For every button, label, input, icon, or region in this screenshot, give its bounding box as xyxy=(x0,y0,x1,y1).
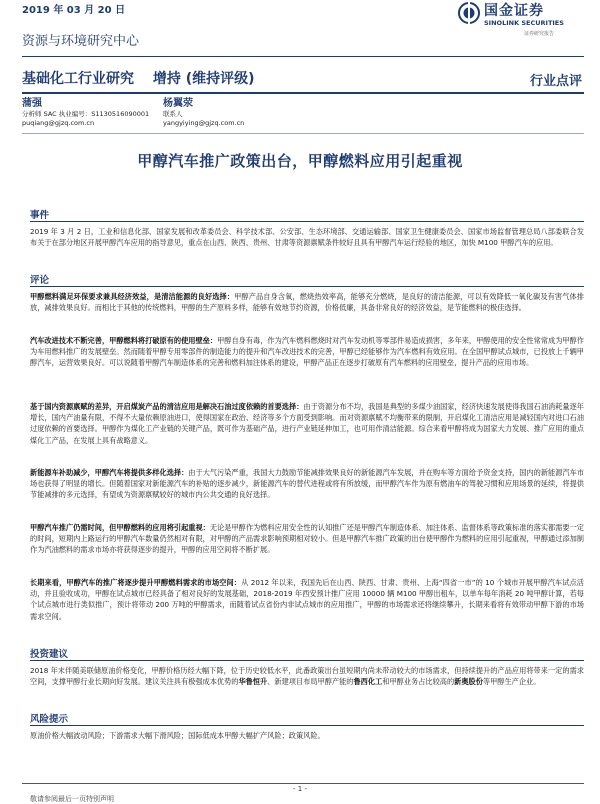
advice-paragraph xyxy=(30,665,584,687)
paragraph-lead: 基于国内资源禀赋的差异，开启煤炭产品的清洁应用是解决石油过度依赖的首要选择： xyxy=(30,402,304,411)
comment-paragraph xyxy=(30,401,584,446)
paragraph-body: 由于大气污染严重，我国大力鼓励节能减排效果良好的新能源汽车发展，并在购车等方面给予资金支持，国内的新能源汽车市场也获得了明显的增长。但随着国家对新能源汽车的补贴的逐步减少，新能源汽车的替代进程或将有所放缓，而甲醇汽车作为原有燃油车的驾驶习惯和应用场景的延续，将提供节能减排的多元选择，有望成为资源禀赋较好的城市内公共交通的良好选择。 xyxy=(30,468,584,500)
event-paragraph: 2019 年 3 月 2 日，工业和信息化部、国家发展和改革委员会、科学技术部、公安部、生态环境部、交通运输部、国家卫生健康委员会、国家市场监督管理总局八部委联合发布关于在部分地区开展甲醇汽车应用的指导意见，重点在山西、陕西、贵州、甘肃等资源禀赋条件较好且具有甲醇汽车运行经验的地区，加快 M100 甲醇汽车的应用。 xyxy=(30,227,584,248)
paragraph-lead: 新能源车补助减少，甲醇汽车将提供多样化选择： xyxy=(30,468,189,477)
author-credential: 分析师 SAC 执业编号：S1130516090001 xyxy=(22,110,150,118)
rating-label: 增持 (维持评级) xyxy=(152,71,255,87)
author-role: 联系人 xyxy=(163,110,183,118)
document-title: 甲醇汽车推广政策出台，甲醇燃料应用引起重视 xyxy=(137,152,463,170)
section-divider xyxy=(30,286,584,287)
author-email[interactable]: yangyiying@gjzq.com.cn xyxy=(163,119,245,127)
report-date: 2019 年 03 月 20 日 xyxy=(22,5,126,16)
logo-text-cn: 国金证券 xyxy=(484,3,544,19)
department-name: 资源与环境研究中心 xyxy=(22,34,140,49)
paragraph-body: 甲醇自身有毒，作为汽车燃料燃烧时对汽车发动机等零部件易造成损害，多年来，甲醇使用的安全性常常成为甲醇作为车用燃料推广的发展壁垒。然而随着甲醇专用零部件的制造能力的提升和汽车改进技术的完善，甲醇已经能够作为汽车燃料有效应用。在全国甲醇试点城市，已投放上千辆甲醇汽车，运营效果良好。可以说随着甲醇汽车制造体系的完善和燃料加注体系的建设，甲醇产品正在逐步打破原有汽车燃料的应用壁垒，提升产品的应用市场。 xyxy=(30,336,584,368)
logo-mark-icon xyxy=(458,2,480,24)
footer-disclaimer: 敬请参阅最后一页特别声明 xyxy=(30,795,114,803)
company-name-highlight: 鲁西化工 xyxy=(353,677,383,687)
paragraph-body: 从 2012 年以来，我国先后在山西、陕西、甘肃、贵州、上海“四省一市”的 10 个城市开展甲醇汽车试点活动，并且验收成功，甲醇在试点城市已经具备了相对良好的发展基础，2018-2019 年西安预计推广应用 10000 辆 M100 甲醇出租车，以单车每年消耗 20 吨甲醇计算，若每个试点城市进行类似推广，预计将带动 200 万吨的甲醇需求，而随着试点省份内非试点城市的应用推广，甲醇的市场需求还将继续攀升，长期来看将有效带动甲醇下游的市场需求空间。 xyxy=(30,578,584,621)
section-divider xyxy=(30,725,584,726)
section-divider xyxy=(30,660,584,661)
section-heading-comment: 评论 xyxy=(30,275,50,286)
author-email[interactable]: puqiang@gjzq.com.cn xyxy=(22,119,95,127)
footer-divider xyxy=(22,783,584,784)
header-bar xyxy=(22,92,584,94)
company-name-highlight: 华鲁恒升 xyxy=(238,677,268,687)
advice-text: 和甲醇业务占比较高的 xyxy=(382,677,455,687)
paragraph-body: 由于资源分布不均，我国是典型的多煤少油国家，经济快速发展使得我国石油消耗量逐年增长，国内产油量有限，不得不大量依赖原油进口，使得国家在政治、经济等多个方面受到影响。而对资源禀赋不均衡带来的限制，开启煤化工清洁应用是减轻国内对进口石油过度依赖的首要选择。甲醇作为煤化工产业链的关键产品，既可作为基础产品，进行产业链延伸加工，也可用作清洁能源。综合来看甲醇将成为国家大力发展、推广应用的重点煤化工产品，在发展上具有战略意义。 xyxy=(30,402,584,445)
paragraph-lead: 汽车改进技术不断完善，甲醇燃料将打破原有的使用壁垒： xyxy=(30,336,218,345)
risk-paragraph: 原油价格大幅波动风险；下游需求大幅下滑风险；国际低成本甲醇大幅扩产风险；政策风险。 xyxy=(30,731,325,740)
section-heading-event: 事件 xyxy=(30,210,50,221)
author-block xyxy=(22,97,149,128)
header-divider xyxy=(22,56,584,57)
paragraph-body: 无论是甲醇作为燃料应用安全性的认知推广还是甲醇汽车制造体系、加注体系、监督体系等政策标准的落实都需要一定的时间，短期内上路运行的甲醇汽车数量仍然相对有限，对甲醇的产品需求影响预期相对较小。但是甲醇汽车推广政策的出台使甲醇作为燃料的应用引起重视，甲醇通过添加制作为汽油燃料的需求市场亦将获得逐步的提升，甲醇的应用空间将不断扩展。 xyxy=(30,523,584,555)
comment-paragraph xyxy=(30,291,584,313)
section-heading-risk: 风险提示 xyxy=(30,714,69,725)
paragraph-lead: 甲醇汽车推广仍需时间，但甲醇燃料的应用将引起重视： xyxy=(30,523,210,532)
section-heading-advice: 投资建议 xyxy=(30,649,69,660)
comment-paragraph xyxy=(30,335,584,369)
advice-text: 等甲醇生产企业。 xyxy=(482,677,541,687)
logo-text-en: SINOLINK SECURITIES xyxy=(484,19,564,27)
section-divider xyxy=(30,221,584,222)
comment-paragraph xyxy=(30,522,584,556)
advice-text: 2018 年末伴随美联储原油价格变化，甲醇价格历经大幅下降，位于历史较低水平，此番政策出台虽短期内尚未带动较大的市场需求，但持续提升的产品应用将带来一定的需求空间，支撑甲醇行业长期向好发展。建议关注具有极强成本优势的 xyxy=(30,666,584,687)
comment-paragraph xyxy=(30,467,584,501)
report-type: 行业点评 xyxy=(529,74,582,89)
page-number: - 1 - xyxy=(293,785,307,793)
author-divider xyxy=(22,133,584,134)
paragraph-body: 甲醇产品自身含氧，燃烧热效率高，能够充分燃烧，是良好的清洁能源，可以有效降低一氧化碳及有害气体排放，减排效果良好。而相比于其他的传统燃料，甲醇的生产原料多样，能够有效地节约资源，价格低廉，具备非常良好的经济效益，是节能燃料的极佳选择。 xyxy=(30,292,584,313)
advice-text: 、新建项目布局甲醇产能的 xyxy=(267,677,354,687)
company-name-highlight: 新奥股份 xyxy=(454,677,483,687)
company-logo xyxy=(458,0,588,44)
report-category: 基础化工行业研究 xyxy=(22,71,134,87)
logo-subtitle: 证券研究报告 xyxy=(524,31,555,37)
comment-paragraph xyxy=(30,577,584,622)
author-name: 蒲强 xyxy=(22,98,42,109)
author-name: 杨翼荥 xyxy=(163,98,193,109)
paragraph-lead: 甲醇燃料满足环保要求兼具经济效益，是清洁能源的良好选择： xyxy=(30,292,235,301)
paragraph-lead: 长期来看，甲醇汽车的推广将逐步提升甲醇燃料需求的市场空间： xyxy=(30,578,242,587)
report-heading xyxy=(22,68,269,88)
author-block xyxy=(163,97,244,128)
